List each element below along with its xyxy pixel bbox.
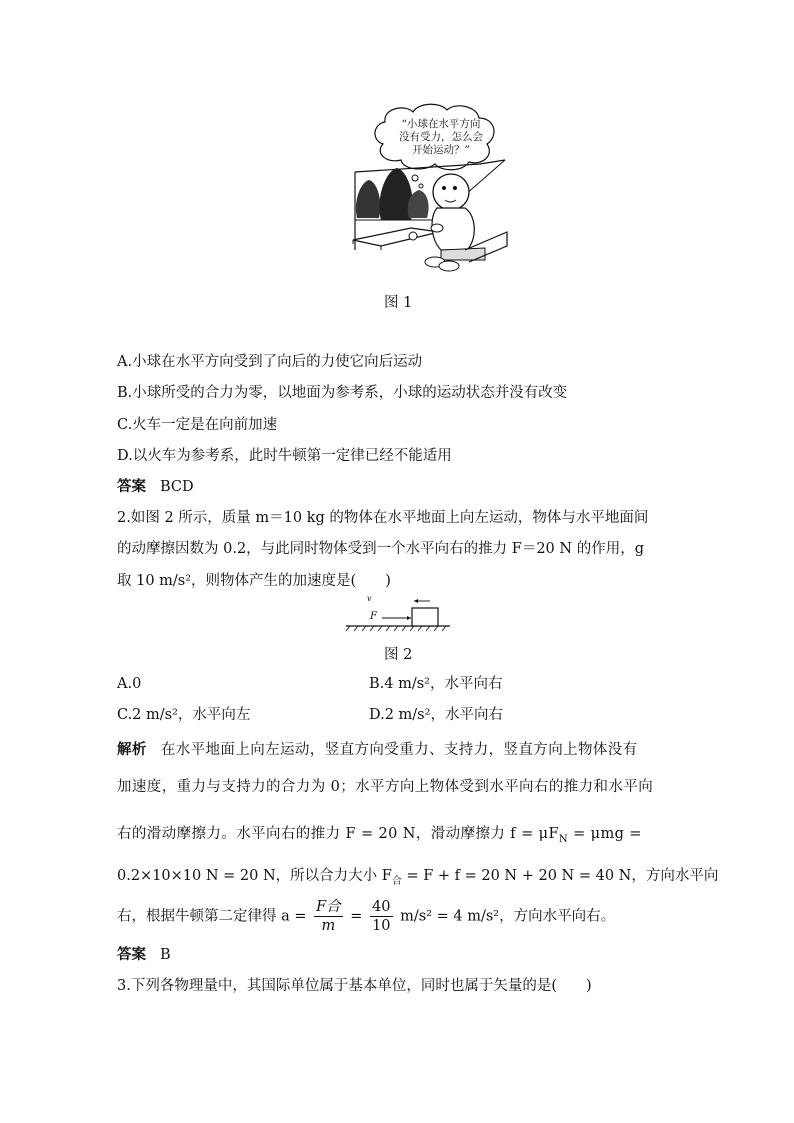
- figure-1-caption: 图 1: [384, 295, 413, 311]
- q2-stem-line-2: 的动摩擦因数为 0.2，与此同时物体受到一个水平向右的推力 F＝20 N 的作用，g: [117, 541, 644, 557]
- fraction-40-over-10: [370, 898, 392, 935]
- q2-option-c: C.2 m/s²，水平向左: [117, 707, 251, 723]
- subscript: 合: [391, 875, 402, 887]
- q3-stem-line-1: 3.下列各物理量中，其国际单位属于基本单位，同时也属于矢量的是( ): [117, 978, 592, 994]
- q2-analysis-line-1: [117, 740, 638, 760]
- q2-option-d: D.2 m/s²，水平向右: [369, 707, 503, 723]
- figure-2-label-f: F: [370, 611, 377, 622]
- q2-option-a: A.0: [117, 676, 142, 692]
- equals-sign: =: [350, 908, 363, 925]
- answer-value: BCD: [160, 479, 194, 495]
- analysis-text: 右，根据牛顿第二定律得 a =: [117, 908, 307, 925]
- fraction-denominator: m: [321, 918, 336, 934]
- answer-label: 答案: [117, 946, 146, 963]
- analysis-label: 解析: [117, 741, 147, 758]
- fraction-numerator: 40: [372, 899, 391, 915]
- q2-analysis-line-5: [117, 898, 615, 935]
- q2-option-b: B.4 m/s²，水平向右: [369, 676, 503, 692]
- q2-analysis-line-4: [117, 866, 718, 892]
- figure-2-diagram: [342, 594, 454, 634]
- answer-value: B: [160, 947, 171, 963]
- q2-analysis-line-2: 加速度，重力与支持力的合力为 0；水平方向上物体受到水平向右的推力和水平向: [117, 779, 654, 795]
- q1-option-a: A.小球在水平方向受到了向后的力使它向后运动: [117, 354, 423, 370]
- figure-2-label-v: v: [367, 594, 372, 603]
- q2-stem-line-1: 2.如图 2 所示，质量 m＝10 kg 的物体在水平地面上向左运动，物体与水平地面间: [117, 510, 649, 526]
- analysis-text: = μmg =: [568, 826, 642, 842]
- answer-label: 答案: [117, 478, 146, 495]
- figure-2-caption: 图 2: [384, 647, 413, 663]
- analysis-text: m/s² = 4 m/s²，方向水平向右。: [400, 908, 616, 925]
- q1-option-c: C.火车一定是在向前加速: [117, 417, 278, 433]
- analysis-text: 在水平地面上向左运动，竖直方向受重力、支持力，竖直方向上物体没有: [160, 742, 638, 758]
- q2-analysis-line-3: [117, 824, 642, 850]
- fraction-numerator: F合: [316, 899, 341, 915]
- analysis-text: 0.2×10×10 N = 20 N，所以合力大小 F: [117, 868, 392, 884]
- figure-1-bubble-text: [398, 118, 484, 157]
- bubble-line: 开始运动？”: [412, 144, 470, 156]
- fraction-f-over-m: [314, 898, 343, 935]
- bubble-line: “小球在水平方向: [401, 118, 481, 130]
- q2-stem-line-3: 取 10 m/s²，则物体产生的加速度是( ): [117, 573, 391, 589]
- fraction-denominator: 10: [372, 918, 391, 934]
- q1-answer: [117, 477, 194, 497]
- analysis-text: = F + f = 20 N + 20 N = 40 N，方向水平向: [401, 868, 719, 884]
- bubble-line: 没有受力，怎么会: [399, 131, 483, 143]
- subscript: N: [558, 833, 569, 845]
- analysis-text: 右的滑动摩擦力。水平向右的推力 F = 20 N，滑动摩擦力 f = μF: [117, 826, 559, 842]
- q1-option-b: B.小球所受的合力为零，以地面为参考系，小球的运动状态并没有改变: [117, 385, 568, 401]
- q1-option-d: D.以火车为参考系，此时牛顿第一定律已经不能适用: [117, 448, 452, 464]
- q2-answer: [117, 945, 171, 965]
